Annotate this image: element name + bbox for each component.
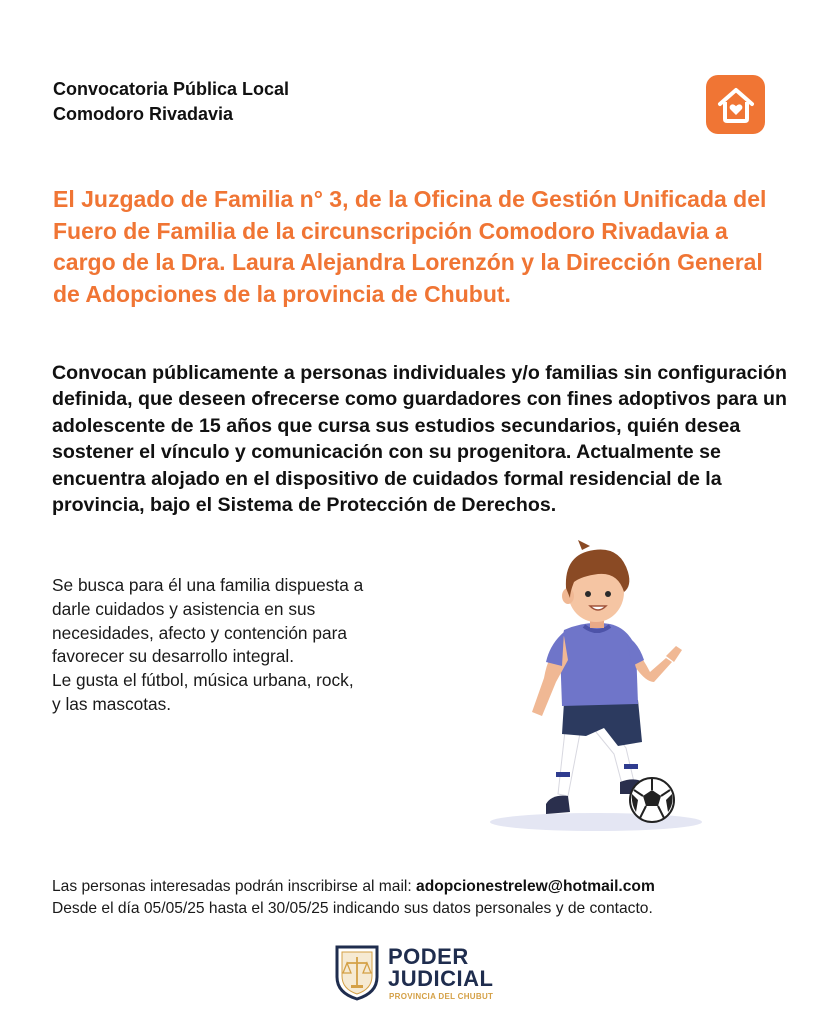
poder-judicial-logo bbox=[333, 943, 493, 1003]
contact-line-dates: Desde el día 05/05/25 hasta el 30/05/25 indicando sus datos personales y de contacto. bbox=[52, 899, 653, 917]
home-heart-badge bbox=[706, 75, 765, 134]
description-line: Se busca para él una familia dispuesta a bbox=[52, 575, 364, 595]
description-line: necesidades, afecto y contención para bbox=[52, 622, 347, 643]
header-title-line2: Comodoro Rivadavia bbox=[53, 104, 234, 124]
logo-text-judicial: JUDICIAL bbox=[388, 966, 494, 991]
boy-with-soccer-ball-illustration bbox=[486, 532, 706, 837]
header-title-line1: Convocatoria Pública Local bbox=[53, 79, 290, 99]
scales-shield-icon bbox=[333, 943, 381, 1001]
call-paragraph: Convocan públicamente a personas individuales y/o familias sin configuración definida, que deseen ofrecerse como guardadores con fines adoptivos para un adolescente de 15 años que cursa sus estudios secundarios, quién desea sostener el vínculo y comunicación con su progenitora. Actualmente se encuentra alojado en el dispositivo de cuidados formal residencial de la provincia, bajo el Sistema de Protección de Derechos. bbox=[52, 362, 787, 517]
description-line: favorecer su desarrollo integral. bbox=[52, 646, 295, 667]
logo-text-poder: PODER bbox=[388, 944, 469, 969]
home-heart-icon bbox=[716, 86, 756, 124]
description-line: darle cuidados y asistencia en sus bbox=[52, 598, 316, 619]
contact-line-email bbox=[52, 876, 792, 898]
description-line: y las mascotas. bbox=[52, 693, 172, 714]
contact-footer bbox=[52, 876, 792, 919]
description-line: Le gusta el fútbol, música urbana, rock, bbox=[52, 670, 354, 691]
contact-intro-text: Las personas interesadas podrán inscribirse al mail: bbox=[52, 878, 417, 895]
announcement-heading: El Juzgado de Familia n° 3, de la Oficina de Gestión Unificada del Fuero de Familia de la circunscripción Comodoro Rivadavia a cargo de la Dra. Laura Alejandra Lorenzón y la Dirección General de Adopciones de la provincia de Chubut. bbox=[53, 186, 767, 308]
contact-email[interactable]: adopcionestrelew@hotmail.com bbox=[416, 878, 655, 895]
logo-text-province: PROVINCIA DEL CHUBUT bbox=[389, 992, 494, 1001]
description-paragraph bbox=[52, 574, 442, 717]
